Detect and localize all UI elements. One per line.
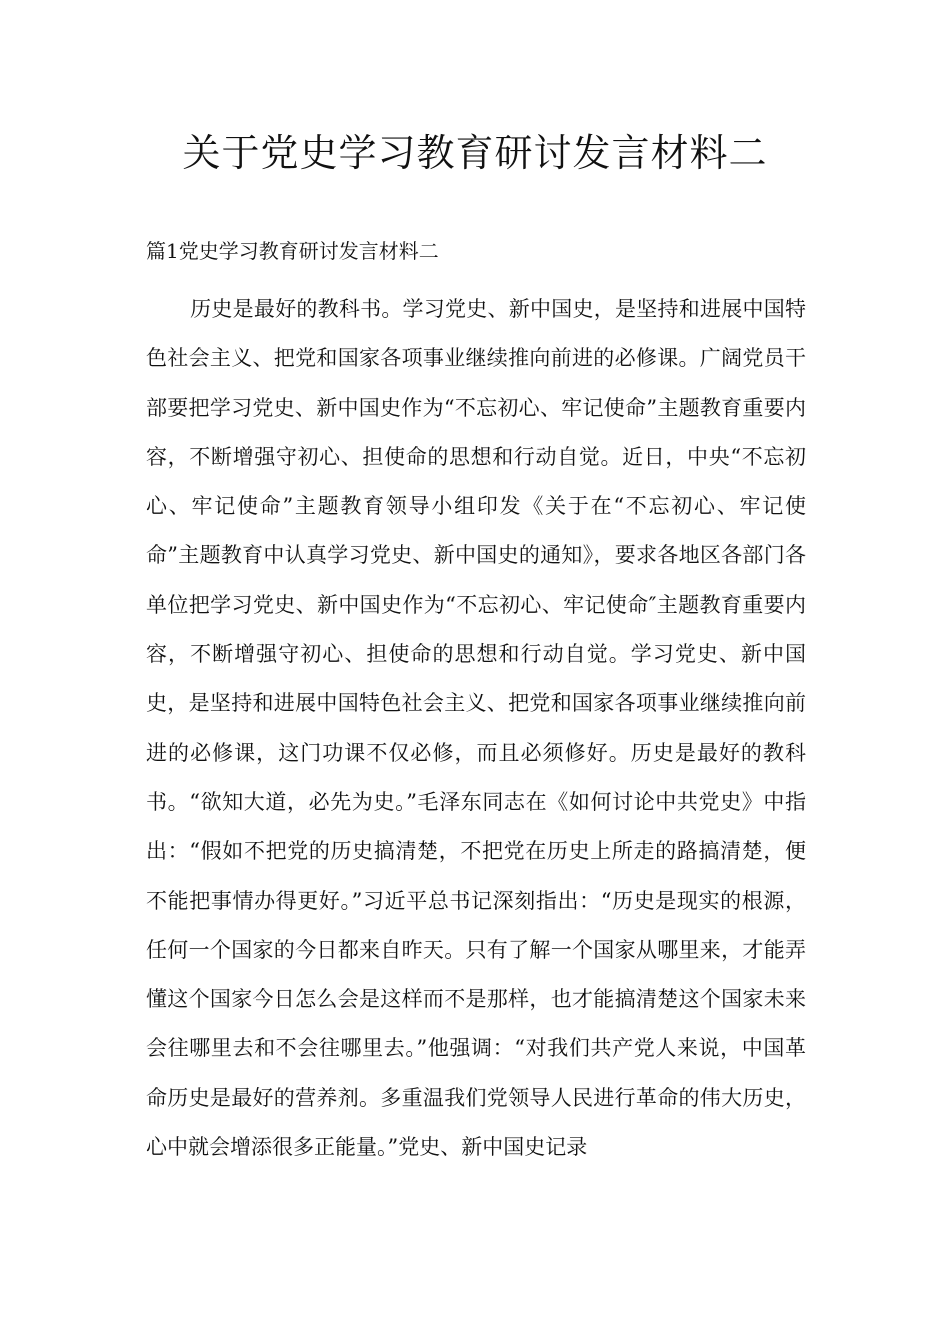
section-heading: 篇1党史学习教育研讨发言材料二: [146, 239, 439, 263]
body-paragraph: 历史是最好的教科书。学习党史、新中国史，是坚持和进展中国特色社会主义、把党和国家各项事业继续推向前进的必修课。广阔党员干部要把学习党史、新中国史作为“不忘初心、牢记使命”主题教育重要内容，不断增强守初心、担使命的思想和行动自觉。近日，中央“不忘初心、牢记使命”主题教育领导小组印发《关于在“不忘初心、牢记使命”主题教育中认真学习党史、新中国史的通知》，要求各地区各部门各单位把学习党史、新中国史作为“不忘初心、牢记使命″主题教育重要内容，不断增强守初心、担使命的思想和行动自觉。学习党史、新中国史，是坚持和进展中国特色社会主义、把党和国家各项事业继续推向前进的必修课，这门功课不仅必修，而且必须修好。历史是最好的教科书。“欲知大道，必先为史。”毛泽东同志在《如何讨论中共党史》中指出：“假如不把党的历史搞清楚，不把党在历史上所走的路搞清楚，便不能把事情办得更好。”习近平总书记深刻指出：“历史是现实的根源，任何一个国家的今日都来自昨天。只有了解一个国家从哪里来，才能弄懂这个国家今日怎么会是这样而不是那样，也才能搞清楚这个国家未来会往哪里去和不会往哪里去。”他强调：“对我们共产党人来说，中国革命历史是最好的营养剂。多重温我们党领导人民进行革命的伟大历史，心中就会增添很多正能量。”党史、新中国史记录: [146, 297, 806, 1160]
document-title: 关于党史学习教育研讨发言材料二: [182, 131, 768, 175]
